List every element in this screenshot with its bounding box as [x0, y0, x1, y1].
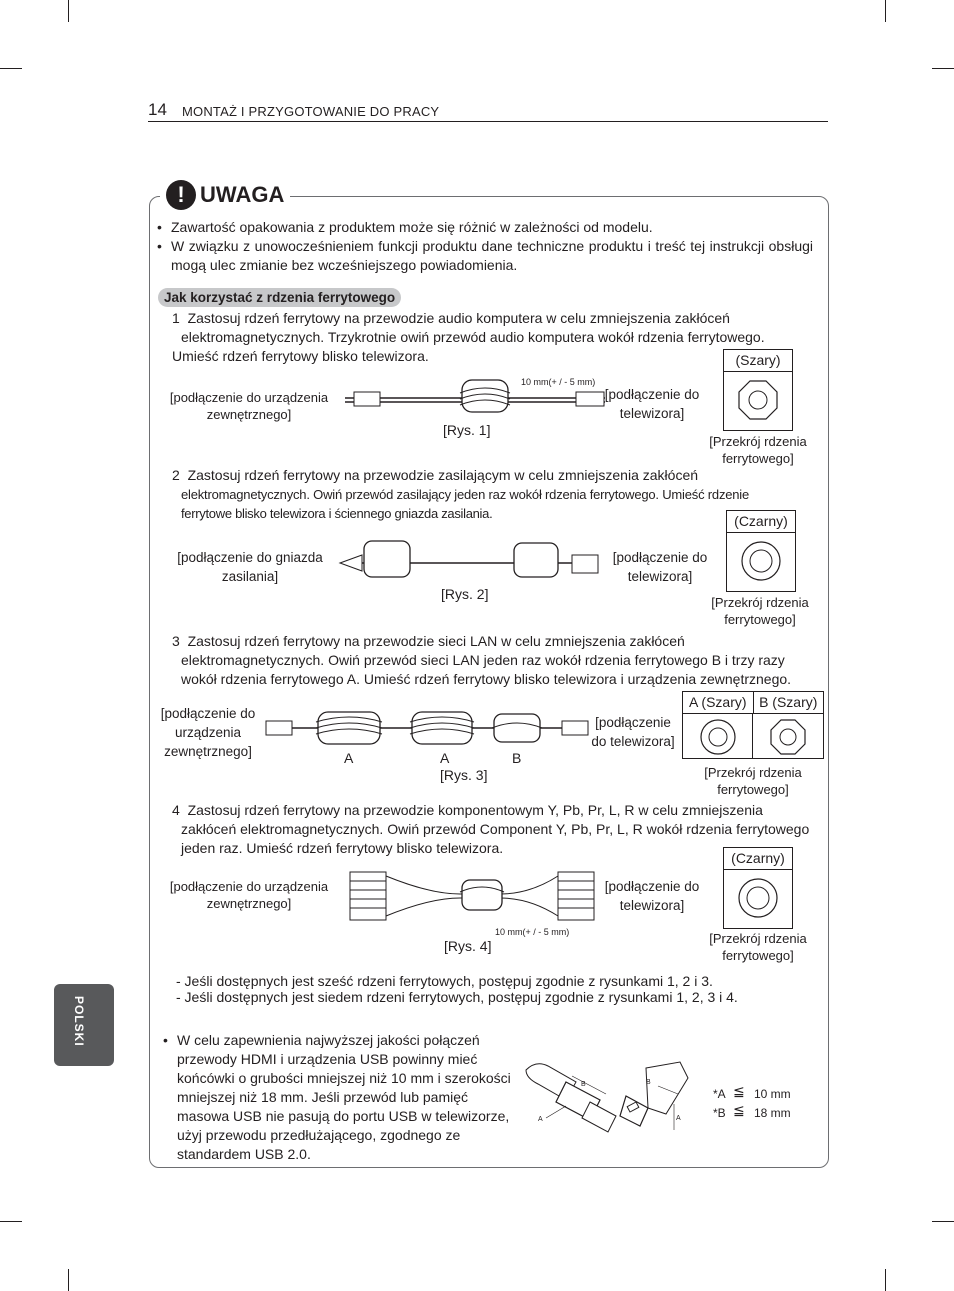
crop-mark: [932, 68, 954, 69]
cross-section-title: (Czarny): [724, 848, 792, 870]
hdmi-mark-a: A: [538, 1116, 543, 1123]
dim-b-label: *B: [713, 1106, 726, 1120]
crop-mark: [885, 1269, 886, 1291]
fig3-cross-caption: [Przekrój rdzenia ferrytowego]: [704, 765, 802, 797]
dim-a-label: *A: [713, 1087, 726, 1101]
fig4-cross-caption: [Przekrój rdzenia ferrytowego]: [709, 931, 807, 963]
note-bullet: • Zawartość opakowania z produktem może się różnić w zależności od modelu.: [157, 219, 653, 235]
step-3-text: 3 Zastosuj rdzeń ferrytowy na przewodzie sieci LAN w celu zmniejszenia zakłóceń elektromagnetycznych. Owiń przewód sieci LAN jeden raz wokół rdzenia ferrytowego B i trzy razy wokół rdzenia ferrytowego A. Umieść rdzeń ferrytowy blisko telewizora i urządzenia zewnętrznego.: [172, 633, 792, 687]
fig4-right-label: [podłączenie do telewizora]: [604, 879, 700, 913]
fig4-caption: [Rys. 4]: [444, 938, 492, 954]
dash-note-1: - Jeśli dostępnych jest sześć rdzeni ferrytowych, postępuj zgodnie z rysunkami 1, 2 i 3.: [176, 973, 713, 989]
step-1-text: 1 Zastosuj rdzeń ferrytowy na przewodzie audio komputera w celu zmniejszenia zakłóceń elektromagnetycznych. Trzykrotnie owiń przewód audio komputera wokół rdzenia ferrytowego. Umieść rdzeń ferrytowy blisko telewizora.: [172, 310, 765, 364]
fig3-caption: [Rys. 3]: [440, 767, 488, 783]
cross-section-title: (Szary): [724, 350, 792, 372]
ferrite-core-black-icon: [738, 878, 778, 918]
fig3-left-label: [podłączenie do urządzenia zewnętrznego]: [160, 706, 256, 759]
step-2-text: 2 Zastosuj rdzeń ferrytowy na przewodzie zasilającym w celu zmniejszenia zakłóceń elektromagnetycznych. Owiń przewód zasilający jeden raz wokół rdzenia ferrytowego. Umieść rdzenie ferrytowe blisko telewizora i ściennego gniazda zasilania.: [172, 467, 750, 521]
fig3-mark-a1: A: [344, 750, 354, 766]
cross-section-title-a: A (Szary): [683, 692, 754, 713]
fig3-mark-b: B: [512, 750, 522, 766]
note-heading: [160, 176, 290, 214]
page-number: 14: [148, 100, 167, 119]
ferrite-core-black-icon: [741, 541, 781, 581]
bullet-dot-icon: •: [157, 238, 162, 254]
fig4-measure: 10 mm(+ / - 5 mm): [495, 927, 570, 937]
fig4-cross-section: [723, 847, 793, 929]
bullet-dot-icon: •: [163, 1032, 168, 1048]
cross-section-title-b: B (Szary): [759, 694, 818, 710]
ferrite-core-a-icon: [700, 719, 736, 755]
usb-plug-diagram: [618, 1060, 694, 1140]
ferrite-core-gray-icon: [738, 380, 778, 420]
fig1-cross-caption: [Przekrój rdzenia ferrytowego]: [709, 434, 807, 466]
power-cable-figure: [332, 535, 602, 585]
dash-note-2: - Jeśli dostępnych jest siedem rdzeni ferrytowych, postępuj zgodnie z rysunkami 1, 2, 3 i 4.: [176, 989, 738, 1005]
fig2-cross-caption: [Przekrój rdzenia ferrytowego]: [711, 595, 809, 627]
fig1-left-label: [podłączenie do urządzenia zewnętrznego]: [169, 390, 329, 422]
fig1-cross-section: [723, 349, 793, 431]
fig2-left-label: [podłączenie do gniazda zasilania]: [177, 550, 323, 584]
dim-b-value: 18 mm: [754, 1106, 791, 1120]
usb-mark-a: A: [676, 1115, 681, 1122]
usb-mark-b: B: [646, 1079, 651, 1086]
fig3-cross-section: [682, 691, 824, 759]
exclamation-icon: !: [166, 180, 196, 210]
fig1-caption: [Rys. 1]: [443, 422, 491, 438]
page-header-title: MONTAŻ I PRZYGOTOWANIE DO PRACY: [182, 104, 440, 119]
usb-note: • W celu zapewnienia najwyższej jakości połączeń przewody HDMI i urządzenia USB powinny mieć końcówki o grubości mniejszej niż 10 mm i szerokości mniejszej niż 18 mm. Jeśli przewód lub pamięć masowa USB nie pasują do portu USB w telewizorze, użyj przewodu przedłużającego, zgodnego ze standardem USB 2.0.: [163, 1032, 511, 1162]
fig3-mark-a2: A: [440, 750, 450, 766]
crop-mark: [932, 1221, 954, 1222]
ferrite-core-b-icon: [770, 719, 806, 755]
note-bullet: • W związku z unowocześnieniem funkcji produktu dane techniczne produktu i treść tej instrukcji obsługi mogą ulec zmianie bez wcześniejszego powiadomienia.: [157, 238, 813, 273]
hdmi-plug-diagram: [526, 1056, 626, 1136]
fig2-caption: [Rys. 2]: [441, 586, 489, 602]
crop-mark: [68, 1269, 69, 1291]
note-title: UWAGA: [200, 182, 285, 207]
language-tab-label: POLSKI: [72, 996, 86, 1047]
audio-cable-figure: [340, 375, 610, 415]
fig1-measure: 10 mm(+ / - 5 mm): [521, 377, 596, 387]
crop-mark: [885, 0, 886, 22]
fig3-right-label: [podłączenie do telewizora]: [591, 715, 675, 749]
section-title: Jak korzystać z rdzenia ferrytowego: [158, 288, 401, 307]
bullet-dot-icon: •: [157, 219, 162, 235]
less-equal-icon: ≦: [733, 1083, 745, 1099]
lan-cable-figure: [262, 708, 592, 748]
fig2-cross-section: [726, 510, 796, 592]
less-equal-icon: ≦: [733, 1102, 745, 1118]
fig2-right-label: [podłączenie do telewizora]: [612, 550, 708, 584]
dim-a-value: 10 mm: [754, 1087, 791, 1101]
crop-mark: [68, 0, 69, 22]
hdmi-mark-b: B: [581, 1081, 586, 1088]
crop-mark: [0, 68, 22, 69]
language-tab: [54, 984, 114, 1066]
component-cable-figure: [340, 866, 610, 926]
fig1-right-label: [podłączenie do telewizora]: [604, 387, 700, 421]
header-divider: [148, 121, 828, 122]
cross-section-title: (Czarny): [727, 511, 795, 533]
fig4-left-label: [podłączenie do urządzenia zewnętrznego]: [169, 879, 329, 911]
crop-mark: [0, 1221, 22, 1222]
step-4-text: 4 Zastosuj rdzeń ferrytowy na przewodzie komponentowym Y, Pb, Pr, L, R w celu zmniejszenia zakłóceń elektromagnetycznych. Owiń przewód Component Y, Pb, Pr, L, R wokół rdzenia ferrytowego jeden raz. Umieść rdzeń ferrytowy blisko telewizora.: [172, 802, 810, 856]
